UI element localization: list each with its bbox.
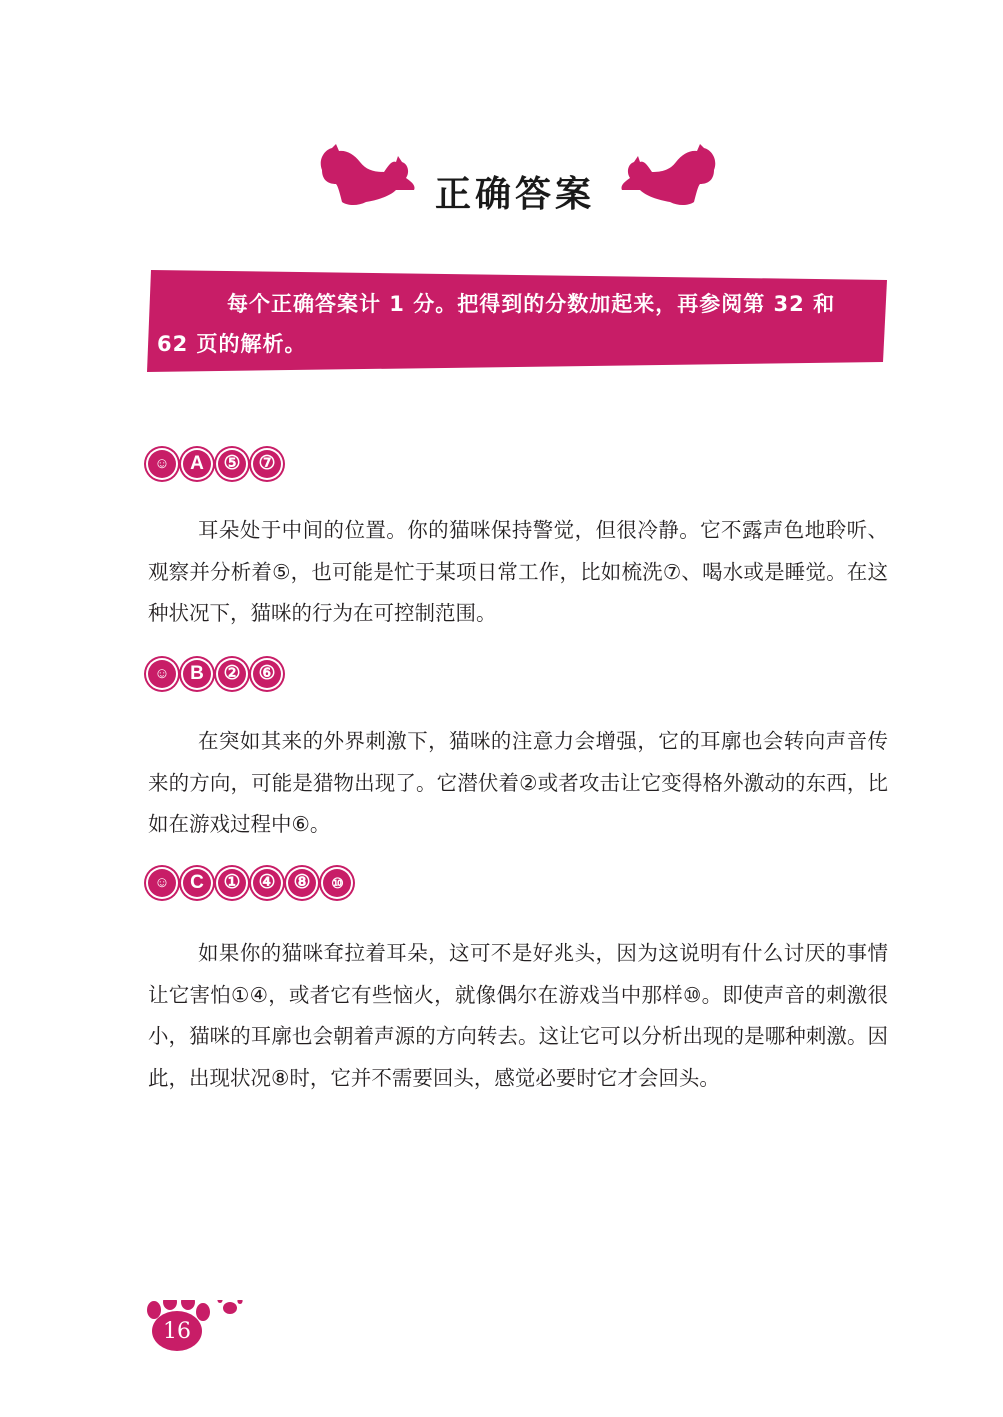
letter-badge: C bbox=[183, 869, 211, 897]
number-badge: ⑥ bbox=[253, 660, 281, 688]
intro-banner bbox=[147, 270, 887, 372]
number-badge: ⑩ bbox=[323, 869, 351, 897]
section-b-text: 在突如其来的外界刺激下，猫咪的注意力会增强，它的耳廓也会转向声音传来的方向，可能是猎物出现了。它潜伏着②或者攻击让它变得格外激动的东西，比如在游戏过程中⑥。 bbox=[148, 729, 888, 836]
section-c-text: 如果你的猫咪耷拉着耳朵，这可不是好兆头，因为这说明有什么讨厌的事情让它害怕①④，或者它有些恼火，就像偶尔在游戏当中那样⑩。即使声音的刺激很小，猫咪的耳廓也会朝着声源的方向转去。这让它可以分析出现的是哪种刺激。因此，出现状况⑧时，它并不需要回头，感觉必要时它才会回头。 bbox=[148, 941, 888, 1090]
stretching-cat-right-icon bbox=[618, 144, 718, 208]
letter-badge: B bbox=[183, 660, 211, 688]
cat-face-icon: ☺ bbox=[148, 869, 176, 897]
number-badge: ② bbox=[218, 660, 246, 688]
page-number: 16 bbox=[163, 1319, 191, 1344]
cat-face-icon: ☺ bbox=[148, 660, 176, 688]
title-area bbox=[0, 140, 1003, 220]
number-badge: ⑤ bbox=[218, 450, 246, 478]
number-badge: ④ bbox=[253, 869, 281, 897]
letter-badge: A bbox=[183, 450, 211, 478]
page-title: 正确答案 bbox=[434, 173, 595, 215]
stretching-cat-left-icon bbox=[318, 144, 418, 208]
section-a-heading bbox=[148, 447, 285, 481]
number-badge: ⑦ bbox=[253, 450, 281, 478]
section-a-text: 耳朵处于中间的位置。你的猫咪保持警觉，但很冷静。它不露声色地聆听、观察并分析着⑤，也可能是忙于某项日常工作，比如梳洗⑦、喝水或是睡觉。在这种状况下，猫咪的行为在可控制范围。 bbox=[148, 518, 888, 625]
cat-face-icon: ☺ bbox=[148, 450, 176, 478]
page-number-paw bbox=[140, 1300, 260, 1360]
number-badge: ① bbox=[218, 869, 246, 897]
section-c-heading bbox=[148, 866, 355, 900]
number-badge: ⑧ bbox=[288, 869, 316, 897]
section-b-heading bbox=[148, 657, 285, 691]
intro-text: 每个正确答案计 1 分。把得到的分数加起来，再参阅第 32 和 62 页的解析。 bbox=[157, 292, 836, 356]
